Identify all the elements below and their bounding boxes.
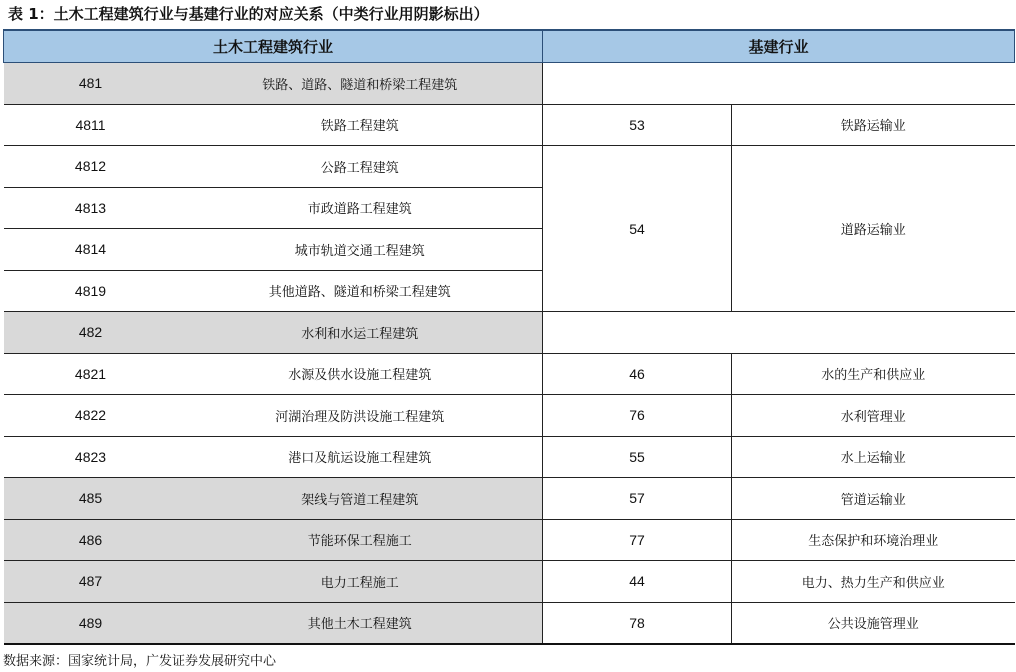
header-infrastructure: 基建行业 (543, 30, 1015, 63)
infra-code: 57 (543, 478, 732, 520)
table-title: 表 1：土木工程建筑行业与基建行业的对应关系（中类行业用阴影标出） (8, 5, 489, 23)
industry-name: 其他土木工程建筑 (178, 602, 543, 644)
table-row (4, 561, 1015, 603)
industry-name: 城市轨道交通工程建筑 (178, 229, 543, 271)
infra-empty-cell (543, 63, 1015, 105)
table-row (4, 312, 1015, 354)
infra-name: 电力、热力生产和供应业 (732, 561, 1015, 603)
infra-code: 53 (543, 104, 732, 146)
industry-code: 4811 (4, 104, 178, 146)
industry-code: 487 (4, 561, 178, 603)
industry-code: 486 (4, 519, 178, 561)
industry-code: 489 (4, 602, 178, 644)
industry-name: 铁路工程建筑 (178, 104, 543, 146)
table-row (4, 478, 1015, 520)
industry-code: 4814 (4, 229, 178, 271)
table-row (4, 353, 1015, 395)
industry-name: 水源及供水设施工程建筑 (178, 353, 543, 395)
infra-name: 水上运输业 (732, 436, 1015, 478)
infra-code: 77 (543, 519, 732, 561)
industry-name: 河湖治理及防洪设施工程建筑 (178, 395, 543, 437)
industry-name: 架线与管道工程建筑 (178, 478, 543, 520)
infra-code: 76 (543, 395, 732, 437)
industry-code: 4812 (4, 146, 178, 188)
header-row (4, 30, 1015, 63)
table-row (4, 436, 1015, 478)
infra-name: 水的生产和供应业 (732, 353, 1015, 395)
industry-code: 4822 (4, 395, 178, 437)
industry-name: 公路工程建筑 (178, 146, 543, 188)
table-row (4, 63, 1015, 105)
industry-code: 485 (4, 478, 178, 520)
table-row (4, 602, 1015, 644)
industry-name: 市政道路工程建筑 (178, 187, 543, 229)
industry-code: 4823 (4, 436, 178, 478)
infra-code: 44 (543, 561, 732, 603)
infra-name: 公共设施管理业 (732, 602, 1015, 644)
infra-code: 54 (543, 146, 732, 312)
industry-name: 其他道路、隧道和桥梁工程建筑 (178, 270, 543, 312)
industry-name: 节能环保工程施工 (178, 519, 543, 561)
industry-code: 481 (4, 63, 178, 105)
infra-name: 管道运输业 (732, 478, 1015, 520)
header-civil-engineering: 土木工程建筑行业 (4, 30, 543, 63)
industry-code: 4821 (4, 353, 178, 395)
table-row (4, 395, 1015, 437)
industry-code: 4813 (4, 187, 178, 229)
industry-code: 4819 (4, 270, 178, 312)
correspondence-table (3, 29, 1014, 645)
table-row (4, 146, 1015, 188)
table-row (4, 104, 1015, 146)
infra-name: 道路运输业 (732, 146, 1015, 312)
infra-code: 46 (543, 353, 732, 395)
infra-code: 55 (543, 436, 732, 478)
industry-code: 482 (4, 312, 178, 354)
industry-name: 港口及航运设施工程建筑 (178, 436, 543, 478)
infra-name: 生态保护和环境治理业 (732, 519, 1015, 561)
industry-name: 水利和水运工程建筑 (178, 312, 543, 354)
industry-name: 铁路、道路、隧道和桥梁工程建筑 (178, 63, 543, 105)
infra-empty-cell (543, 312, 1015, 354)
infra-name: 水利管理业 (732, 395, 1015, 437)
infra-code: 78 (543, 602, 732, 644)
infra-name: 铁路运输业 (732, 104, 1015, 146)
table-row (4, 519, 1015, 561)
data-source-note: 数据来源：国家统计局，广发证券发展研究中心 (3, 654, 277, 669)
industry-name: 电力工程施工 (178, 561, 543, 603)
